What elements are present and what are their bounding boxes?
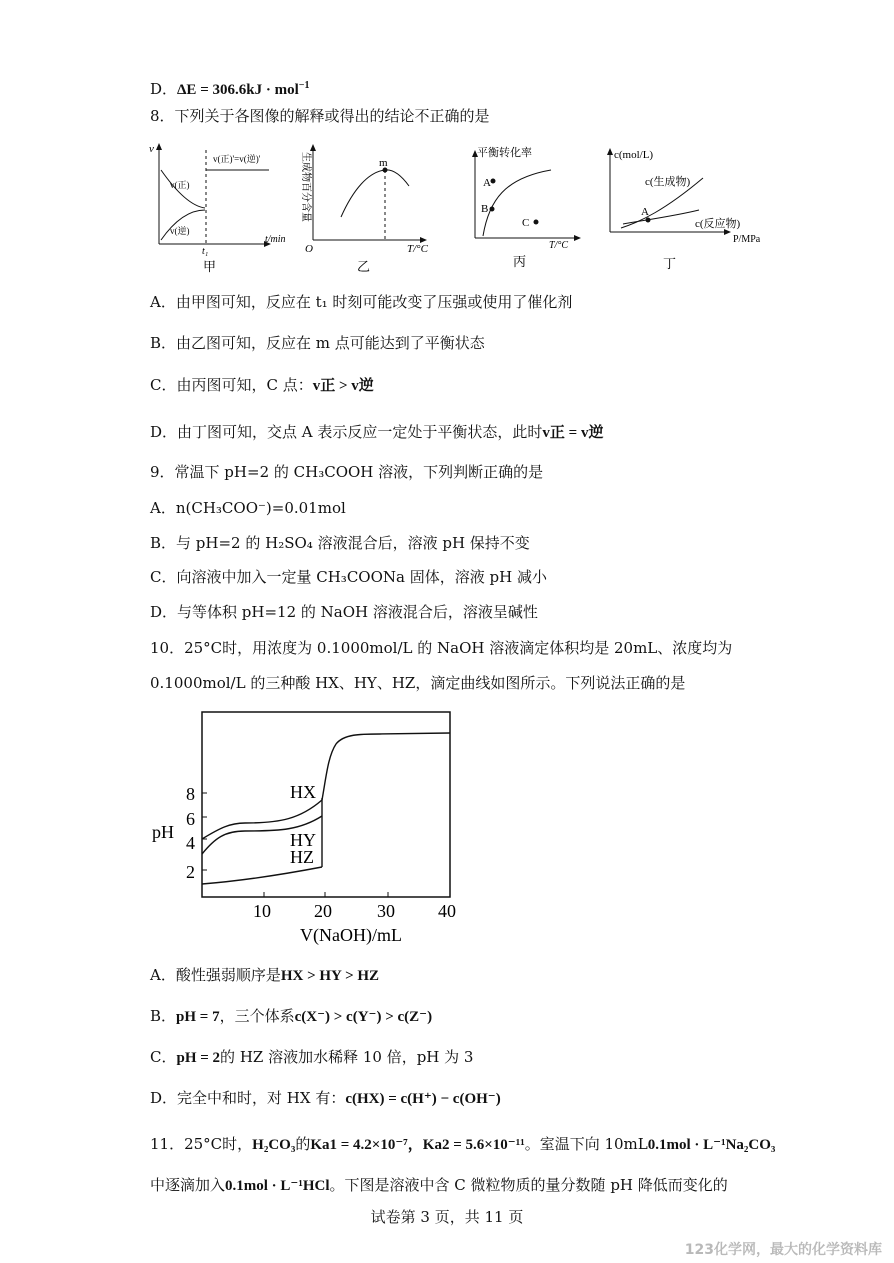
y-tick: 8 xyxy=(186,784,195,804)
x-tick: 30 xyxy=(377,901,395,921)
svg-text:丁: 丁 xyxy=(663,256,677,271)
svg-text:B: B xyxy=(481,203,489,215)
option-9a: A．n(CH₃COO⁻)=0.01mol xyxy=(150,499,346,517)
question-10-line-1: 10．25°C时，用浓度为 0.1000mol/L 的 NaOH 溶液滴定体积均是 20mL、浓度均为 xyxy=(150,639,733,657)
y-axis-label: pH xyxy=(152,822,174,842)
svg-text:乙: 乙 xyxy=(357,259,371,274)
option-8b: B．由乙图可知，反应在 m 点可能达到了平衡状态 xyxy=(150,334,485,352)
svg-text:P/MPa: P/MPa xyxy=(733,234,761,245)
option-10b: B．pH = 7，三个体系c(X⁻) > c(Y⁻) > c(Z⁻) xyxy=(150,1007,433,1025)
option-10d: D．完全中和时，对 HX 有：c(HX) = c(H⁺) − c(OH⁻) xyxy=(150,1089,501,1107)
question-11-line-2: 中逐滴加入0.1mol · L⁻¹HCl。下图是溶液中含 C 微粒物质的量分数随 pH 降低而变化的 xyxy=(150,1176,728,1194)
question-9: 9．常温下 pH=2 的 CH₃COOH 溶液，下列判断正确的是 xyxy=(150,463,544,481)
svg-text:t₁: t₁ xyxy=(202,246,209,257)
svg-text:甲: 甲 xyxy=(203,259,217,274)
svg-text:v(正)'=v(逆)': v(正)'=v(逆)' xyxy=(213,154,261,164)
figure-bing xyxy=(465,140,590,275)
x-tick: 20 xyxy=(314,901,332,921)
figure-jia xyxy=(145,140,295,275)
svg-text:T/°C: T/°C xyxy=(407,243,428,255)
option-9b: B．与 pH=2 的 H₂SO₄ 溶液混合后，溶液 pH 保持不变 xyxy=(150,534,530,552)
x-tick: 40 xyxy=(438,901,456,921)
svg-text:生成物百分含量: 生成物百分含量 xyxy=(300,152,311,222)
svg-text:A: A xyxy=(483,177,491,189)
x-axis-label: V(NaOH)/mL xyxy=(300,925,402,945)
curve-upper xyxy=(322,733,450,800)
svg-text:O: O xyxy=(305,243,313,255)
svg-text:t/min: t/min xyxy=(265,234,286,245)
series-label-hz: HZ xyxy=(290,847,314,867)
question-11-line-1: 11．25°C时，H₂CO₃的Ka1 = 4.2×10⁻⁷，Ka2 = 5.6×10⁻¹¹。室温下向 10mL0.1mol · L⁻¹Na₂CO₃ xyxy=(150,1135,776,1153)
series-label-hx: HX xyxy=(290,782,316,802)
svg-text:C: C xyxy=(522,217,530,229)
option-10c: C．pH = 2的 HZ 溶液加水稀释 10 倍，pH 为 3 xyxy=(150,1048,474,1066)
option-8d: D．由丁图可知，交点 A 表示反应一定处于平衡状态，此时v正 = v逆 xyxy=(150,423,604,441)
svg-text:T/°C: T/°C xyxy=(549,240,569,251)
svg-text:c(反应物): c(反应物) xyxy=(695,218,741,230)
y-tick: 2 xyxy=(186,862,195,882)
titration-chart xyxy=(150,708,470,948)
svg-text:c(生成物): c(生成物) xyxy=(645,176,691,188)
page-footer: 试卷第 3 页，共 11 页 xyxy=(370,1208,524,1226)
y-tick: 6 xyxy=(186,809,195,829)
option-10a: A．酸性强弱顺序是HX > HY > HZ xyxy=(150,966,380,984)
figure-ding xyxy=(605,140,785,275)
plot-frame xyxy=(202,712,450,897)
series-label-hy: HY xyxy=(290,830,316,850)
svg-text:v(正): v(正) xyxy=(170,180,190,190)
figure-yi xyxy=(293,140,443,275)
option-9c: C．向溶液中加入一定量 CH₃COONa 固体，溶液 pH 减小 xyxy=(150,568,547,586)
option-8a: A．由甲图可知，反应在 t₁ 时刻可能改变了压强或使用了催化剂 xyxy=(150,293,573,311)
svg-text:m: m xyxy=(379,157,388,169)
option-d-q7: D．ΔE = 306.6kJ · mol$^{-1}$ xyxy=(150,80,310,98)
svg-text:A: A xyxy=(641,206,649,218)
x-tick: 10 xyxy=(253,901,271,921)
y-tick: 4 xyxy=(186,833,195,853)
curve-hz xyxy=(202,867,322,884)
svg-text:平衡转化率: 平衡转化率 xyxy=(477,147,532,159)
watermark: 123化学网，最大的化学资料库 xyxy=(684,1242,882,1258)
option-9d: D．与等体积 pH=12 的 NaOH 溶液混合后，溶液呈碱性 xyxy=(150,603,538,621)
svg-text:丙: 丙 xyxy=(513,254,527,269)
option-8c: C．由丙图可知，C 点：v正 > v逆 xyxy=(150,376,374,394)
svg-text:c(mol/L): c(mol/L) xyxy=(614,149,654,161)
question-8: 8．下列关于各图像的解释或得出的结论不正确的是 xyxy=(150,107,490,125)
svg-text:v(逆): v(逆) xyxy=(170,226,190,236)
question-10-line-2: 0.1000mol/L 的三种酸 HX、HY、HZ，滴定曲线如图所示。下列说法正确的是 xyxy=(150,674,686,692)
svg-text:v: v xyxy=(149,143,154,155)
